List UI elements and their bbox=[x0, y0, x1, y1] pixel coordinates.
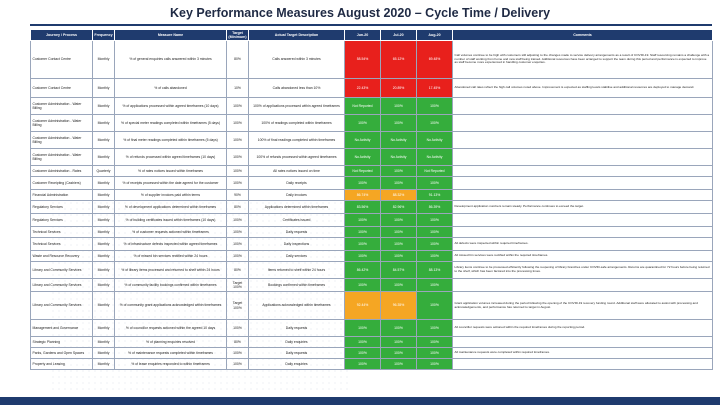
page-title: Key Performance Measures August 2020 – Cycle Time / Delivery bbox=[169, 6, 551, 20]
table-cell: % of building certificates issued within timeframes (10 days) bbox=[115, 214, 227, 227]
table-cell: Customer Contact Centre bbox=[31, 41, 93, 79]
table-cell: 100% bbox=[227, 149, 249, 166]
table-cell: No Activity bbox=[381, 149, 417, 166]
table-cell: Technical Services bbox=[31, 238, 93, 251]
table-row bbox=[31, 190, 713, 201]
table-cell: 100% bbox=[417, 227, 453, 238]
column-header: Actual Target Description bbox=[249, 30, 345, 41]
table-cell: 100% bbox=[227, 166, 249, 177]
table-row bbox=[31, 98, 713, 115]
table-cell: 100% bbox=[381, 251, 417, 262]
table-cell: Monthly bbox=[93, 251, 115, 262]
table-cell: 100% bbox=[227, 238, 249, 251]
table-row bbox=[31, 238, 713, 251]
table-cell: Monthly bbox=[93, 292, 115, 320]
table-cell: Applications determined within timeframes bbox=[249, 201, 345, 214]
table-cell: Monthly bbox=[93, 214, 115, 227]
table-cell: 100% bbox=[227, 214, 249, 227]
table-cell: Items returned to shelf within 24 hours bbox=[249, 262, 345, 279]
footer-bar bbox=[0, 397, 720, 405]
table-cell: 100% bbox=[417, 320, 453, 337]
comment-cell bbox=[453, 149, 713, 166]
table-row bbox=[31, 115, 713, 132]
table-cell: 22.43% bbox=[345, 79, 381, 98]
table-cell: Daily requests bbox=[249, 348, 345, 359]
table-cell: % of customer requests actioned within timeframes bbox=[115, 227, 227, 238]
table-row bbox=[31, 166, 713, 177]
comment-cell bbox=[453, 359, 713, 370]
comment-cell: Abandoned call rates reflect the high call volumes noted above. Improvement is expected as staffing levels stabilise and additional resources are deployed to manage demand. bbox=[453, 79, 713, 98]
table-cell: 88.13% bbox=[417, 262, 453, 279]
table-cell: 100% of final readings completed within timeframes bbox=[249, 132, 345, 149]
table-cell: Monthly bbox=[93, 227, 115, 238]
table-cell: Customer Administration - Water Billing bbox=[31, 98, 93, 115]
table-cell: % of calls abandoned bbox=[115, 79, 227, 98]
column-header: Frequency bbox=[93, 30, 115, 41]
table-cell: Customer Administration - Water Billing bbox=[31, 115, 93, 132]
table-cell: Certificates issued bbox=[249, 214, 345, 227]
table-cell: % of applications processed within agreed timeframes (10 days) bbox=[115, 98, 227, 115]
table-cell: Financial Administration bbox=[31, 190, 93, 201]
table-cell: 90% bbox=[227, 190, 249, 201]
table-cell: 100% bbox=[227, 320, 249, 337]
table-cell: Monthly bbox=[93, 359, 115, 370]
table-cell: 100% bbox=[227, 227, 249, 238]
column-header: Measure Name bbox=[115, 30, 227, 41]
table-cell: % of community facility bookings confirmed within timeframes bbox=[115, 279, 227, 292]
table-row bbox=[31, 177, 713, 190]
table-cell: 100% bbox=[345, 115, 381, 132]
table-cell: Monthly bbox=[93, 201, 115, 214]
table-cell: 92.44% bbox=[345, 292, 381, 320]
table-cell: % of library items processed and returned to shelf within 24 hours bbox=[115, 262, 227, 279]
table-cell: 100% of readings completed within timeframes bbox=[249, 115, 345, 132]
table-cell: 100% bbox=[345, 238, 381, 251]
comment-cell bbox=[453, 214, 713, 227]
table-cell: Monthly bbox=[93, 149, 115, 166]
table-cell: % of missed bin services rectified within 24 hours bbox=[115, 251, 227, 262]
column-header: Journey / Process bbox=[31, 30, 93, 41]
comment-cell: All maintenance requests were completed within required timeframes. bbox=[453, 348, 713, 359]
table-cell: Monthly bbox=[93, 320, 115, 337]
table-cell: 100% bbox=[345, 337, 381, 348]
table-row bbox=[31, 359, 713, 370]
table-cell: Not Reported bbox=[345, 166, 381, 177]
table-cell: % of supplier invoices paid within terms bbox=[115, 190, 227, 201]
table-cell: No Activity bbox=[345, 149, 381, 166]
table-row bbox=[31, 262, 713, 279]
column-header: Comments bbox=[453, 30, 713, 41]
table-cell: 100% bbox=[381, 337, 417, 348]
table-cell: Library and Community Services bbox=[31, 262, 93, 279]
table-cell: 100% bbox=[381, 320, 417, 337]
table-cell: 80% bbox=[227, 337, 249, 348]
table-cell: 80% bbox=[227, 201, 249, 214]
table-cell: % of special meter readings completed within timeframes (5 days) bbox=[115, 115, 227, 132]
table-cell: No Activity bbox=[381, 132, 417, 149]
table-cell: 100% bbox=[417, 238, 453, 251]
table-cell: Monthly bbox=[93, 279, 115, 292]
table-cell: 58.54% bbox=[345, 41, 381, 79]
table-cell: 100% bbox=[345, 279, 381, 292]
table-cell: 100% bbox=[381, 227, 417, 238]
table-cell: Monthly bbox=[93, 132, 115, 149]
table-cell: % of general enquiries calls answered within 3 minutes bbox=[115, 41, 227, 79]
comment-cell: Library items continue to be processed efficiently following the reopening of library branches under COVID-safe arrangements. Returns are quarantined for 72 hours before being returned to the shelf, which has been factored into the processing times. bbox=[453, 262, 713, 279]
table-cell: 17.45% bbox=[417, 79, 453, 98]
table-row bbox=[31, 348, 713, 359]
table-cell: Target 100% bbox=[227, 292, 249, 320]
kpi-table bbox=[30, 29, 713, 370]
table-cell: 69.48% bbox=[417, 41, 453, 79]
comment-cell bbox=[453, 177, 713, 190]
column-header: Jun-20 bbox=[345, 30, 381, 41]
table-cell: % of refunds processed within agreed timeframes (10 days) bbox=[115, 149, 227, 166]
table-cell: 100% bbox=[381, 359, 417, 370]
table-cell: Calls answered within 3 minutes bbox=[249, 41, 345, 79]
table-cell: % of infrastructure defects inspected within agreed timeframes bbox=[115, 238, 227, 251]
table-row bbox=[31, 149, 713, 166]
table-cell: 80% bbox=[227, 41, 249, 79]
table-cell: 86.74% bbox=[345, 190, 381, 201]
table-cell: 82.96% bbox=[381, 201, 417, 214]
table-cell: Daily enquiries bbox=[249, 359, 345, 370]
table-cell: Daily invoices bbox=[249, 190, 345, 201]
table-cell: 100% bbox=[381, 177, 417, 190]
column-header: Jul-20 bbox=[381, 30, 417, 41]
table-cell: 84.57% bbox=[381, 262, 417, 279]
table-cell: 100% bbox=[227, 115, 249, 132]
table-cell: 100% bbox=[227, 132, 249, 149]
table-cell: 10% bbox=[227, 79, 249, 98]
table-cell: Quarterly bbox=[93, 166, 115, 177]
table-cell: 100% bbox=[381, 348, 417, 359]
table-cell: 100% bbox=[417, 279, 453, 292]
table-cell: Calls abandoned less than 10% bbox=[249, 79, 345, 98]
table-cell: Daily services bbox=[249, 251, 345, 262]
table-cell: 100% bbox=[381, 238, 417, 251]
table-cell: 88.32% bbox=[381, 190, 417, 201]
table-cell: % of receipts processed within the date agreed for the customer bbox=[115, 177, 227, 190]
table-row bbox=[31, 132, 713, 149]
table-cell: 80% bbox=[227, 262, 249, 279]
table-cell: Not Reported bbox=[417, 166, 453, 177]
table-cell: Monthly bbox=[93, 190, 115, 201]
table-cell: 100% bbox=[345, 177, 381, 190]
table-cell: Monthly bbox=[93, 79, 115, 98]
comment-cell: Call volumes continue to be high with customers still adjusting to the changes made to service delivery arrangements as a result of COVID-19. Staff resourcing remains a challenge with a number of staff working from home and new staff being trained. Additional resources have been arranged to support the team during this period and performance is expected to improve as staff become more experienced in handling customer enquiries. bbox=[453, 41, 713, 79]
table-cell: Regulatory Services bbox=[31, 201, 93, 214]
table-cell: Waste and Resource Recovery bbox=[31, 251, 93, 262]
table-header-row bbox=[31, 30, 713, 41]
table-cell: 100% bbox=[345, 320, 381, 337]
table-cell: Customer Administration - Rates bbox=[31, 166, 93, 177]
table-cell: 100% bbox=[381, 214, 417, 227]
table-cell: 100% bbox=[381, 115, 417, 132]
comment-cell: All defects were inspected within required timeframes. bbox=[453, 238, 713, 251]
table-cell: Management and Governance bbox=[31, 320, 93, 337]
table-cell: 91.13% bbox=[417, 190, 453, 201]
table-cell: 100% bbox=[345, 214, 381, 227]
comment-cell bbox=[453, 337, 713, 348]
table-cell: Applications acknowledged within timeframes bbox=[249, 292, 345, 320]
table-cell: Strategic Planning bbox=[31, 337, 93, 348]
table-cell: Daily enquiries bbox=[249, 337, 345, 348]
table-cell: Bookings confirmed within timeframes bbox=[249, 279, 345, 292]
table-cell: % of rates notices issued within timeframes bbox=[115, 166, 227, 177]
table-cell: 100% bbox=[417, 359, 453, 370]
comment-cell: All councillor requests were actioned within the required timeframes during the reporting period. bbox=[453, 320, 713, 337]
table-row bbox=[31, 79, 713, 98]
table-row bbox=[31, 320, 713, 337]
table-cell: 100% bbox=[345, 251, 381, 262]
table-cell: % of development applications determined within timeframes bbox=[115, 201, 227, 214]
table-cell: 100% bbox=[227, 98, 249, 115]
table-cell: 100% bbox=[417, 292, 453, 320]
table-cell: Monthly bbox=[93, 238, 115, 251]
table-cell: 100% bbox=[345, 227, 381, 238]
table-cell: Parks, Gardens and Open Spaces bbox=[31, 348, 93, 359]
table-cell: Daily requests bbox=[249, 320, 345, 337]
table-cell: Customer Administration - Water Billing bbox=[31, 132, 93, 149]
comment-cell bbox=[453, 98, 713, 115]
table-cell: Library and Community Services bbox=[31, 292, 93, 320]
table-cell: Regulatory Services bbox=[31, 214, 93, 227]
table-cell: Monthly bbox=[93, 348, 115, 359]
table-cell: 100% bbox=[417, 348, 453, 359]
comment-cell bbox=[453, 166, 713, 177]
table-cell: % of lease enquiries responded to within timeframes bbox=[115, 359, 227, 370]
table-cell: Monthly bbox=[93, 177, 115, 190]
table-cell: Not Reported bbox=[345, 98, 381, 115]
table-cell: % of community grant applications acknowledged within timeframes bbox=[115, 292, 227, 320]
table-cell: 100% bbox=[417, 177, 453, 190]
comment-cell bbox=[453, 115, 713, 132]
table-cell: No Activity bbox=[417, 149, 453, 166]
table-cell: 100% bbox=[345, 359, 381, 370]
comment-cell bbox=[453, 227, 713, 238]
table-cell: Customer Receipting (Cashiers) bbox=[31, 177, 93, 190]
table-cell: All rates notices issued on time bbox=[249, 166, 345, 177]
table-cell: 100% bbox=[417, 214, 453, 227]
column-header: Aug-20 bbox=[417, 30, 453, 41]
table-cell: Monthly bbox=[93, 337, 115, 348]
table-cell: 100% bbox=[227, 251, 249, 262]
table-cell: 100% bbox=[417, 337, 453, 348]
comment-cell: All missed bin services were rectified within the required timeframes. bbox=[453, 251, 713, 262]
table-row bbox=[31, 227, 713, 238]
table-cell: Library and Community Services bbox=[31, 279, 93, 292]
table-cell: 83.56% bbox=[345, 201, 381, 214]
comment-cell: Development application numbers remain steady. Performance continues to exceed the target. bbox=[453, 201, 713, 214]
table-cell: Monthly bbox=[93, 262, 115, 279]
table-cell: Property and Leasing bbox=[31, 359, 93, 370]
table-cell: Daily receipts bbox=[249, 177, 345, 190]
table-cell: 100% of applications processed within agreed timeframes bbox=[249, 98, 345, 115]
table-cell: 100% bbox=[227, 359, 249, 370]
table-cell: No Activity bbox=[417, 132, 453, 149]
table-cell: 86.39% bbox=[417, 201, 453, 214]
table-row bbox=[31, 292, 713, 320]
table-cell: % of councillor requests actioned within the agreed 10 days bbox=[115, 320, 227, 337]
table-row bbox=[31, 214, 713, 227]
table-cell: No Activity bbox=[345, 132, 381, 149]
table-cell: 100% of refunds processed within agreed timeframes bbox=[249, 149, 345, 166]
table-cell: 100% bbox=[381, 279, 417, 292]
table-cell: 100% bbox=[345, 348, 381, 359]
table-row bbox=[31, 251, 713, 262]
column-header: Target (Minimum) bbox=[228, 30, 247, 39]
table-cell: 100% bbox=[381, 166, 417, 177]
table-cell: 100% bbox=[417, 98, 453, 115]
table-cell: 65.12% bbox=[381, 41, 417, 79]
table-body bbox=[31, 41, 713, 370]
table-cell: Daily inspections bbox=[249, 238, 345, 251]
comment-cell bbox=[453, 190, 713, 201]
table-row bbox=[31, 337, 713, 348]
table-cell: 86.42% bbox=[345, 262, 381, 279]
table-cell: Technical Services bbox=[31, 227, 93, 238]
table-cell: Monthly bbox=[93, 115, 115, 132]
table-cell: 100% bbox=[381, 98, 417, 115]
table-cell: 20.89% bbox=[381, 79, 417, 98]
comment-cell: Grant application volumes increased during the period following the opening of the COVID-19 recovery funding round. Additional staff were allocated to assist with processing and acknowledgements, and performance has returned to target in August. bbox=[453, 292, 713, 320]
table-cell: 100% bbox=[417, 115, 453, 132]
table-cell: 100% bbox=[417, 251, 453, 262]
table-row bbox=[31, 41, 713, 79]
comment-cell bbox=[453, 279, 713, 292]
table-cell: 100% bbox=[227, 348, 249, 359]
title-divider bbox=[30, 24, 712, 26]
table-cell: Customer Contact Centre bbox=[31, 79, 93, 98]
table-cell: Target 100% bbox=[227, 279, 249, 292]
table-cell: 96.35% bbox=[381, 292, 417, 320]
table-row bbox=[31, 201, 713, 214]
table-cell: Monthly bbox=[93, 41, 115, 79]
table-row bbox=[31, 279, 713, 292]
table-cell: % of maintenance requests completed within timeframes bbox=[115, 348, 227, 359]
table-cell: % of final meter readings completed within timeframes (5 days) bbox=[115, 132, 227, 149]
table-cell: Monthly bbox=[93, 98, 115, 115]
table-cell: 100% bbox=[227, 177, 249, 190]
table-cell: Daily requests bbox=[249, 227, 345, 238]
table-cell: % of planning enquiries resolved bbox=[115, 337, 227, 348]
comment-cell bbox=[453, 132, 713, 149]
table-cell: Customer Administration - Water Billing bbox=[31, 149, 93, 166]
